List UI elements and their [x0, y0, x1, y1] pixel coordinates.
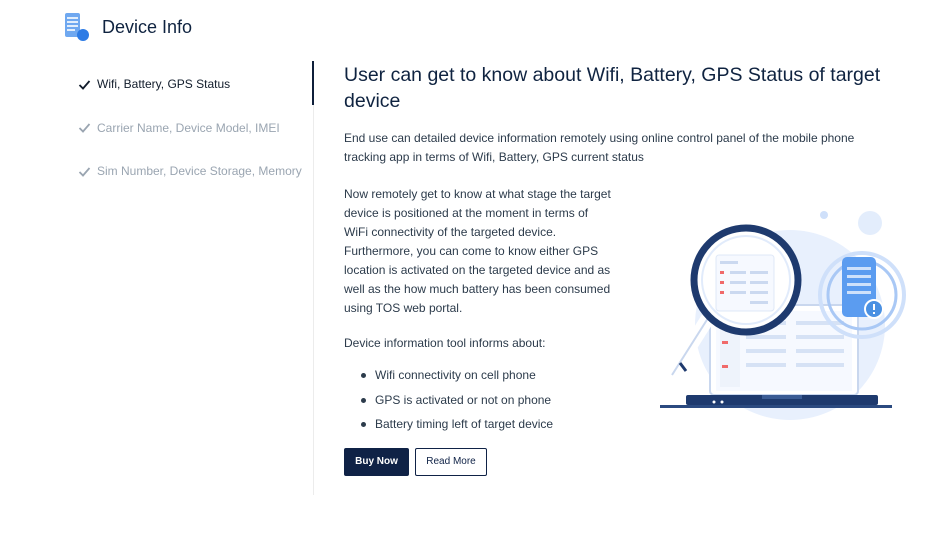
content-heading: User can get to know about Wifi, Battery, GPS Status of target device	[344, 64, 881, 112]
section-title: Device Info	[102, 16, 193, 37]
list-item: Wifi connectivity on cell phone	[375, 368, 904, 393]
list-item: Battery timing left of target device	[375, 417, 904, 442]
tab-wifi-battery-gps[interactable]	[78, 74, 308, 94]
action-buttons	[344, 448, 904, 476]
check-icon	[78, 78, 91, 91]
read-more-button[interactable]: Read More	[415, 448, 487, 476]
vertical-divider	[313, 105, 314, 495]
tab-carrier-model-imei[interactable]	[78, 118, 308, 138]
list-intro: Device information tool informs about:	[344, 336, 546, 350]
tab-label: Sim Number, Device Storage, Memory	[97, 164, 302, 178]
tab-sim-storage-memory[interactable]	[78, 161, 308, 181]
phone-document-icon	[64, 12, 90, 42]
buy-now-button[interactable]: Buy Now	[344, 448, 409, 476]
check-icon	[78, 121, 91, 134]
feature-tabs	[78, 74, 308, 205]
section-header	[64, 12, 192, 42]
check-icon	[78, 165, 91, 178]
device-info-illustration	[650, 205, 910, 420]
active-tab-indicator	[312, 61, 314, 105]
tab-label: Wifi, Battery, GPS Status	[97, 77, 231, 91]
list-item: GPS is activated or not on phone	[375, 393, 904, 418]
body-paragraph: Now remotely get to know at what stage the target device is positioned at the moment in terms of WiFi connectivity of the targeted device. Furthermore, you can come to know either GPS location is activated on the targeted device and as well as the how much battery has been consumed using TOS web portal.	[344, 187, 611, 315]
lead-paragraph: End use can detailed device information remotely using online control panel of the mobile phone tracking app in terms of Wifi, Battery, GPS current status	[344, 131, 855, 164]
tab-label: Carrier Name, Device Model, IMEI	[97, 120, 280, 135]
